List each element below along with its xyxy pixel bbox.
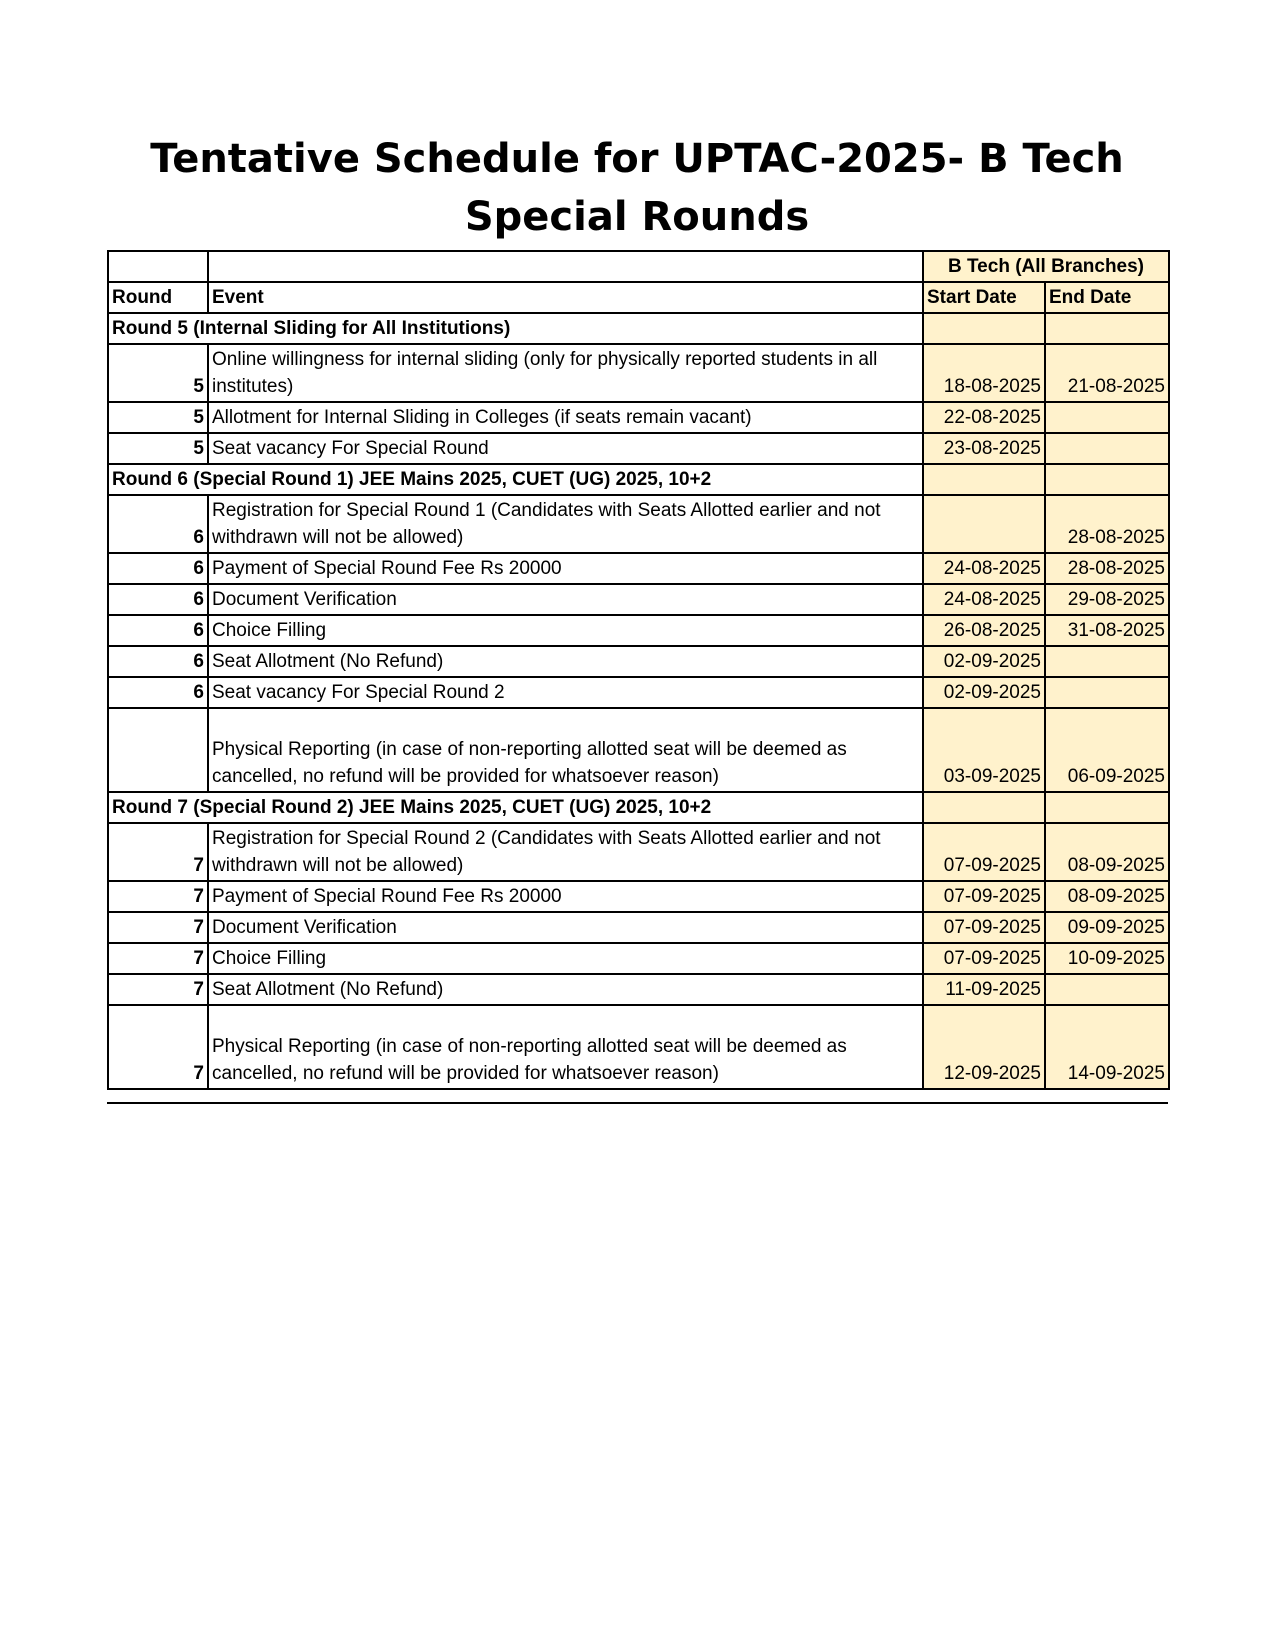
start-date-cell — [923, 313, 1045, 344]
end-date — [1045, 402, 1169, 433]
table-row — [108, 912, 1169, 943]
table-row — [108, 495, 1169, 553]
col-header-round: Round — [108, 282, 208, 313]
section-heading: Round 6 (Special Round 1) JEE Mains 2025, CUET (UG) 2025, 10+2 — [108, 464, 923, 495]
start-date: 12-09-2025 — [923, 1005, 1045, 1089]
col-header-start-date: Start Date — [923, 282, 1045, 313]
title-line-1: Tentative Schedule for UPTAC-2025- B Tech — [150, 136, 1124, 182]
group-header: B Tech (All Branches) — [923, 251, 1169, 282]
round-number: 6 — [108, 646, 208, 677]
start-date: 07-09-2025 — [923, 881, 1045, 912]
start-date: 07-09-2025 — [923, 823, 1045, 881]
end-date: 31-08-2025 — [1045, 615, 1169, 646]
table-row — [108, 974, 1169, 1005]
section-heading-row — [108, 313, 1169, 344]
end-date-cell — [1045, 792, 1169, 823]
section-heading: Round 5 (Internal Sliding for All Institutions) — [108, 313, 923, 344]
start-date: 22-08-2025 — [923, 402, 1045, 433]
start-date: 24-08-2025 — [923, 584, 1045, 615]
event-text: Payment of Special Round Fee Rs 20000 — [208, 553, 923, 584]
column-header-row — [108, 282, 1169, 313]
table-row — [108, 881, 1169, 912]
event-text: Seat Allotment (No Refund) — [208, 974, 923, 1005]
start-date: 24-08-2025 — [923, 553, 1045, 584]
start-date: 26-08-2025 — [923, 615, 1045, 646]
round-number: 6 — [108, 677, 208, 708]
end-date: 06-09-2025 — [1045, 708, 1169, 792]
section-heading-row — [108, 464, 1169, 495]
start-date: 18-08-2025 — [923, 344, 1045, 402]
event-text: Physical Reporting (in case of non-reporting allotted seat will be deemed as cancelled, no refund will be provided for whatsoever reason) — [208, 1005, 923, 1089]
event-text: Registration for Special Round 1 (Candidates with Seats Allotted earlier and not withdrawn will not be allowed) — [208, 495, 923, 553]
end-date: 28-08-2025 — [1045, 553, 1169, 584]
round-number: 6 — [108, 584, 208, 615]
start-date: 07-09-2025 — [923, 943, 1045, 974]
round-number: 5 — [108, 433, 208, 464]
end-date: 14-09-2025 — [1045, 1005, 1169, 1089]
round-number: 7 — [108, 974, 208, 1005]
event-text: Choice Filling — [208, 943, 923, 974]
table-row — [108, 677, 1169, 708]
event-text: Registration for Special Round 2 (Candidates with Seats Allotted earlier and not withdrawn will not be allowed) — [208, 823, 923, 881]
start-date-cell — [923, 792, 1045, 823]
table-row — [108, 823, 1169, 881]
group-header-row — [108, 251, 1169, 282]
round-number: 5 — [108, 402, 208, 433]
round-number: 7 — [108, 912, 208, 943]
end-date: 10-09-2025 — [1045, 943, 1169, 974]
round-number: 6 — [108, 495, 208, 553]
table-row — [108, 646, 1169, 677]
event-text: Seat vacancy For Special Round — [208, 433, 923, 464]
table-row — [108, 584, 1169, 615]
event-text: Online willingness for internal sliding (only for physically reported students in all institutes) — [208, 344, 923, 402]
event-text: Seat vacancy For Special Round 2 — [208, 677, 923, 708]
end-date: 09-09-2025 — [1045, 912, 1169, 943]
start-date: 11-09-2025 — [923, 974, 1045, 1005]
round-number: 7 — [108, 1005, 208, 1089]
footer-divider — [107, 1102, 1168, 1104]
start-date: 23-08-2025 — [923, 433, 1045, 464]
round-number — [108, 708, 208, 792]
title-line-2: Special Rounds — [464, 194, 810, 240]
start-date — [923, 495, 1045, 553]
end-date: 21-08-2025 — [1045, 344, 1169, 402]
table-row — [108, 402, 1169, 433]
end-date-cell — [1045, 313, 1169, 344]
end-date: 29-08-2025 — [1045, 584, 1169, 615]
start-date: 02-09-2025 — [923, 646, 1045, 677]
start-date-cell — [923, 464, 1045, 495]
table-row — [108, 708, 1169, 792]
table-row — [108, 344, 1169, 402]
event-text: Choice Filling — [208, 615, 923, 646]
col-header-end-date: End Date — [1045, 282, 1169, 313]
end-date: 08-09-2025 — [1045, 881, 1169, 912]
event-text: Document Verification — [208, 912, 923, 943]
event-text: Document Verification — [208, 584, 923, 615]
table-row — [108, 553, 1169, 584]
end-date — [1045, 974, 1169, 1005]
table-row — [108, 943, 1169, 974]
table-row — [108, 1005, 1169, 1089]
round-number: 6 — [108, 553, 208, 584]
blank-cell — [208, 251, 923, 282]
start-date: 03-09-2025 — [923, 708, 1045, 792]
end-date — [1045, 646, 1169, 677]
round-number: 7 — [108, 823, 208, 881]
page-title — [107, 130, 1167, 246]
event-text: Physical Reporting (in case of non-reporting allotted seat will be deemed as cancelled, no refund will be provided for whatsoever reason) — [208, 708, 923, 792]
round-number: 5 — [108, 344, 208, 402]
event-text: Seat Allotment (No Refund) — [208, 646, 923, 677]
col-header-event: Event — [208, 282, 923, 313]
end-date-cell — [1045, 464, 1169, 495]
start-date: 02-09-2025 — [923, 677, 1045, 708]
section-heading-row — [108, 792, 1169, 823]
start-date: 07-09-2025 — [923, 912, 1045, 943]
round-number: 6 — [108, 615, 208, 646]
end-date: 28-08-2025 — [1045, 495, 1169, 553]
end-date — [1045, 677, 1169, 708]
blank-cell — [108, 251, 208, 282]
event-text: Allotment for Internal Sliding in Colleges (if seats remain vacant) — [208, 402, 923, 433]
section-heading: Round 7 (Special Round 2) JEE Mains 2025, CUET (UG) 2025, 10+2 — [108, 792, 923, 823]
event-text: Payment of Special Round Fee Rs 20000 — [208, 881, 923, 912]
round-number: 7 — [108, 881, 208, 912]
table-row — [108, 615, 1169, 646]
table-row — [108, 433, 1169, 464]
schedule-table — [107, 250, 1170, 1090]
round-number: 7 — [108, 943, 208, 974]
end-date — [1045, 433, 1169, 464]
end-date: 08-09-2025 — [1045, 823, 1169, 881]
